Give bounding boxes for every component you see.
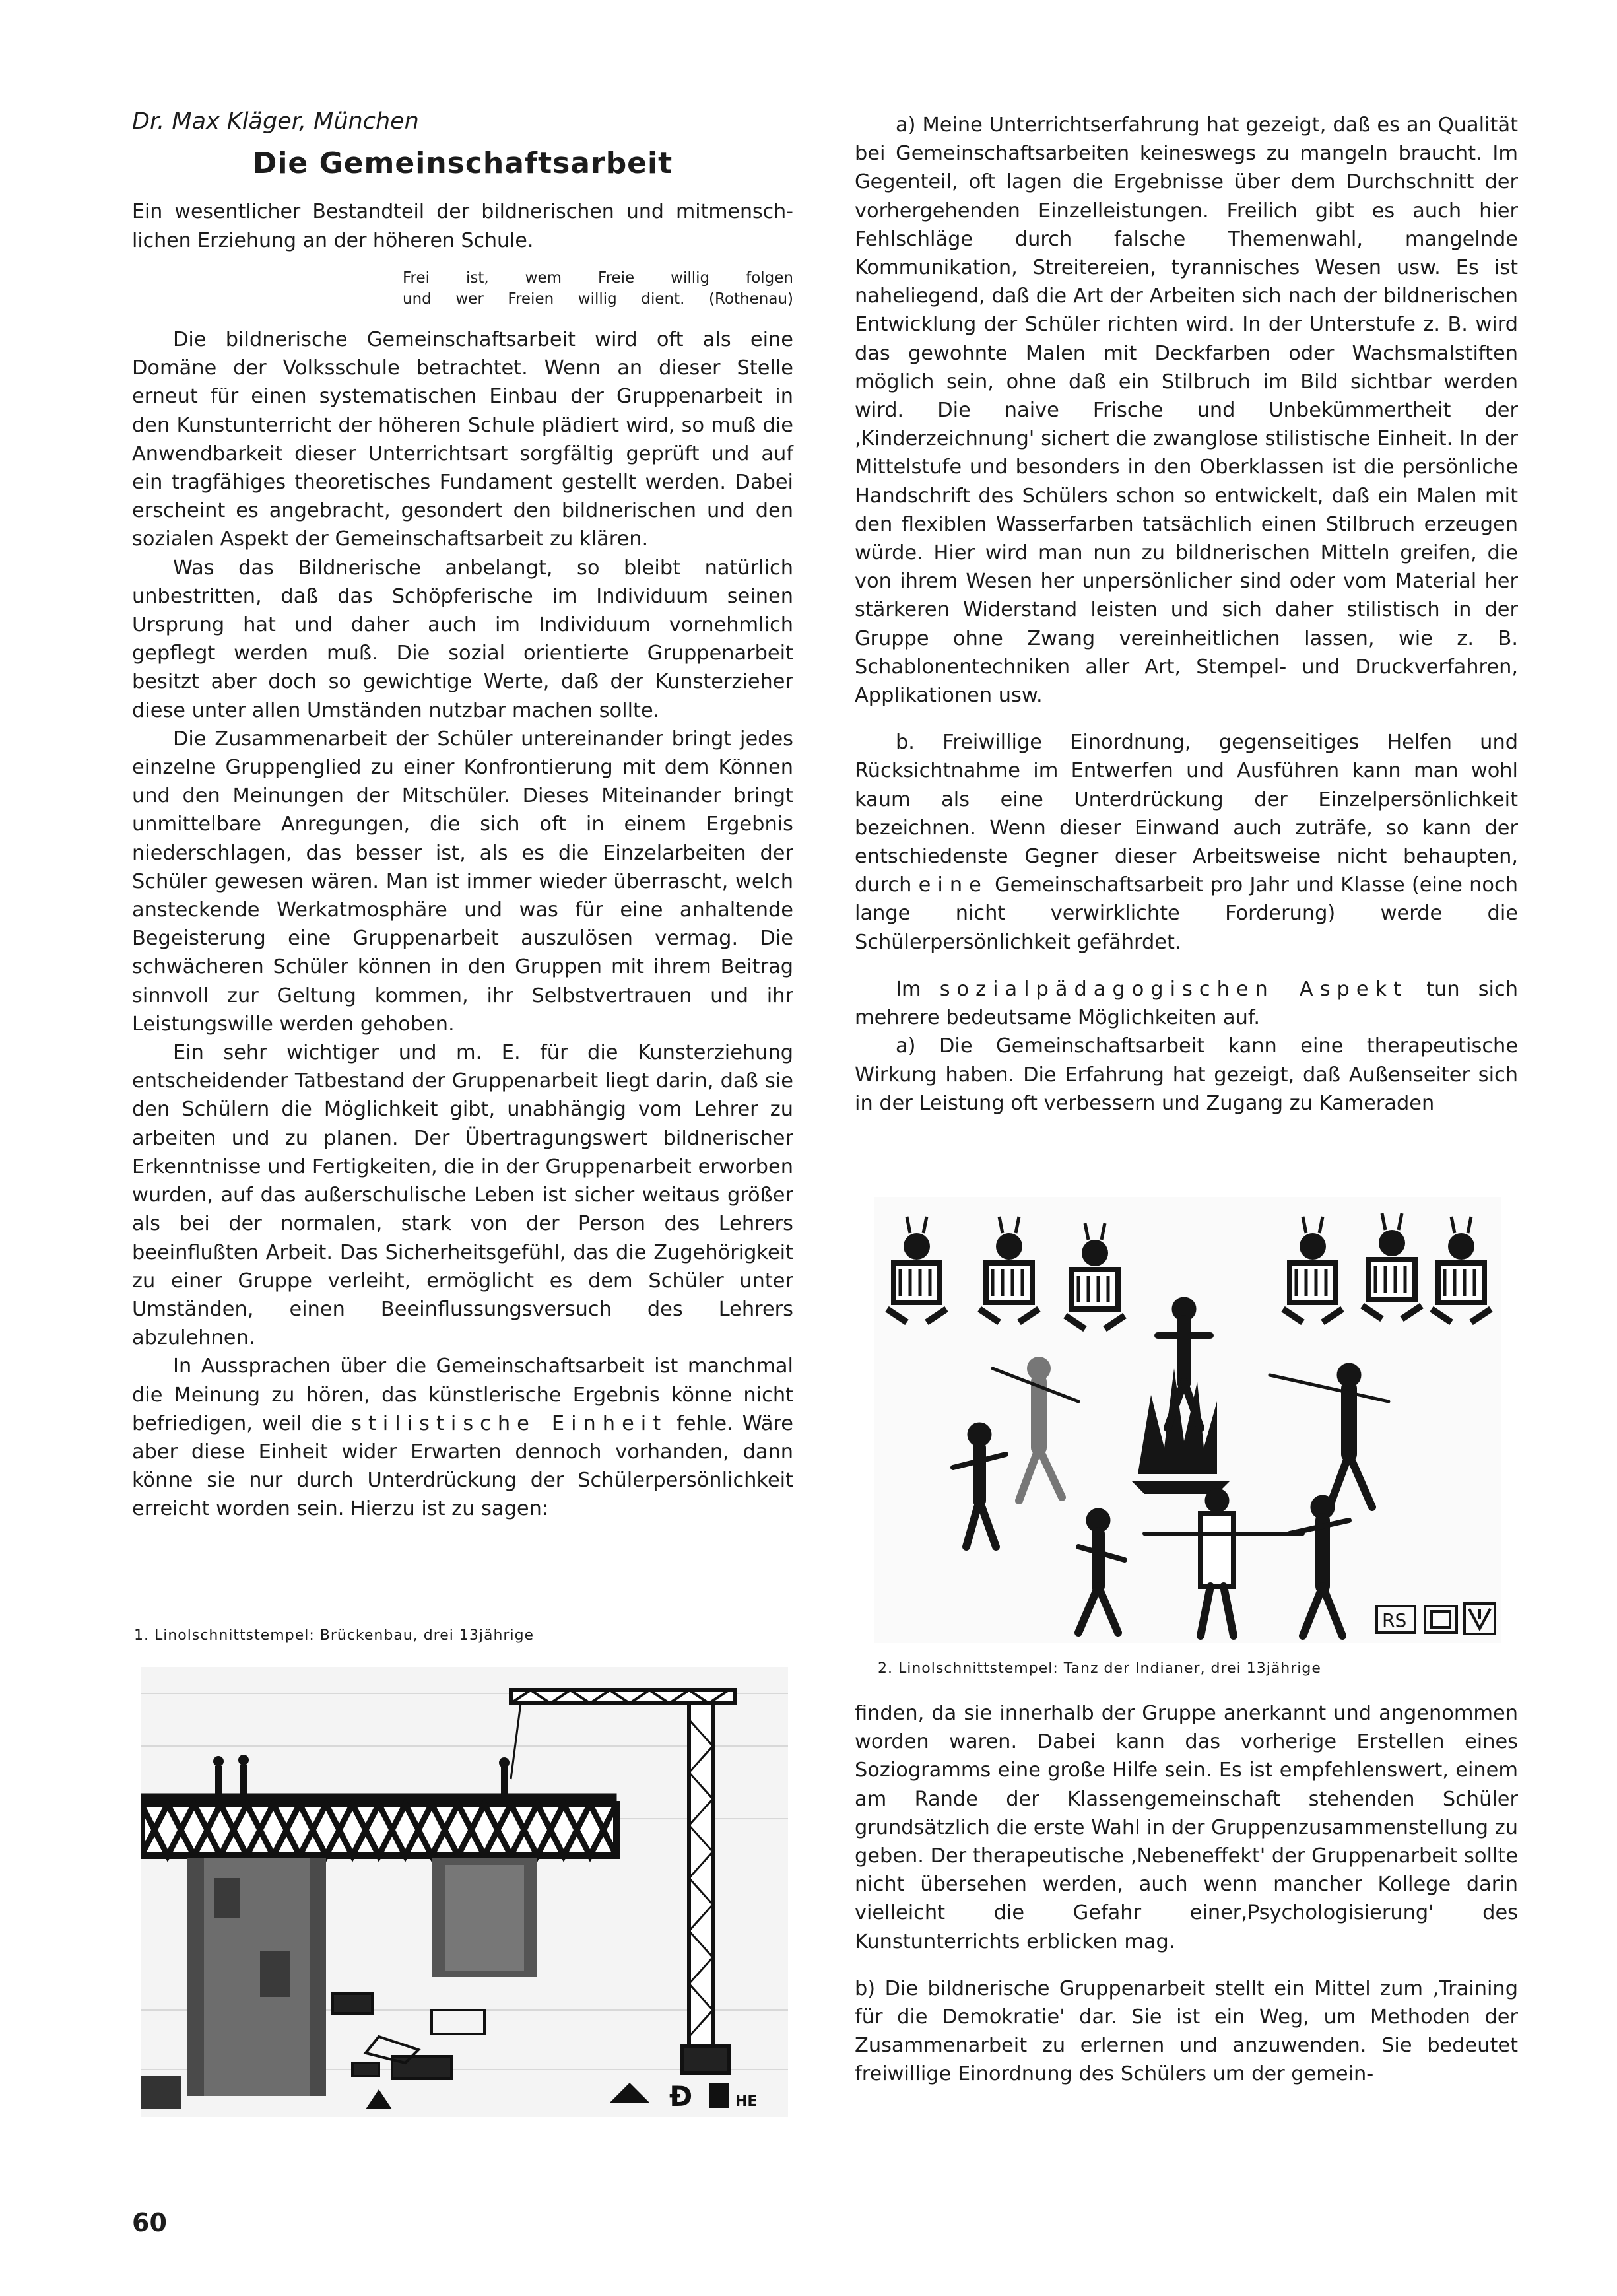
paragraph: Was das Bildnerische anbelangt, so bleibt natürlich unbestritten, daß das Schöpferische im Individuum seinen Ursprung hat und daher auch im Individuum vornehmlich gepflegt werden muß. Die sozial orientierte Gruppenarbeit besitzt aber doch so gewichtige Werte, daß der Kunsterzieher diese unter allen Umständen nutzbar machen sollte.: [132, 556, 793, 722]
figure-1-caption: 1. Linolschnittstempel: Brückenbau, drei 13jährige: [134, 1627, 535, 1644]
paragraph: a) Meine Unterrichtserfahrung hat gezeigt, daß es an Qualität bei Gemeinschaftsarbeiten keineswegs zu mangeln braucht. Im Gegenteil, oft lagen die Ergebnisse über dem Durchschnitt der vorhergehenden Einzelleistungen. Freilich gibt es auch hier Fehlschläge durch falsche Themenwahl, mangelnde Kommunikation, Streitereien, tyrannisches Wesen usw. Es ist naheliegend, daß die Art der Arbeiten sich nach der bildnerischen Entwicklung der Schüler richten wird. In der Unterstufe z. B. wird das gewohnte Malen mit Deckfarben oder Wachsmalstiften möglich sein, ohne daß ein Stilbruch im Bild sichtbar werden wird. Die naive Frische und Unbekümmertheit der ‚Kinderzeichnung' sichert die zwanglose stilistische Einheit. In der Mittelstufe und besonders in den Oberklassen ist die persönliche Handschrift des Schülers schon so entwickelt, daß ein Malen mit den flexiblen Wasserfarben tatsächlich einen Stilbruch erzeugen würde. Hier wird man nun zu bildnerischen Mitteln greifen, die von ihrem Wesen her unpersönlicher sind oder vom Material her stärkeren Widerstand leisten und sich daher stilistisch in der Gruppe ohne Zwang vereinheitlichen lassen, wie z. B. Schablonentechniken aller Art, Stempel- und Druckverfahren, Applikationen usw.: [855, 114, 1518, 708]
paragraph: [855, 728, 1518, 957]
paragraph: a) Die Gemeinschaftsarbeit kann eine therapeutische Wirkung haben. Die Erfahrung hat gezeigt, daß Außenseiter sich in der Leistung oft verbessern und Zugang zu Kameraden: [855, 1034, 1518, 1115]
right-column-continued: [855, 1699, 1518, 2089]
article-title: Die Gemeinschaftsarbeit: [252, 147, 673, 180]
bridge-truss: [141, 1794, 616, 1856]
bridge-illustration: [141, 1667, 788, 2117]
text-run: fehle. Wäre aber diese Einheit wider Erwarten dennoch vorhanden, dann könne sie nur durch Unterdrückung der Schülerpersönlichkeit erreicht worden sein. Hierzu ist zu sagen:: [132, 1411, 793, 1521]
text-run: Im: [896, 977, 921, 1001]
spaced-emphasis: sozialpädagogischen Aspekt: [939, 977, 1408, 1001]
spaced-emphasis: stilistische Einheit: [351, 1411, 668, 1435]
paragraph: b) Die bildnerische Gruppenarbeit stellt ein Mittel zum ‚Training für die Demokratie' dar. Sie ist ein Weg, um Methoden der Zusammenarbeit zu erlernen und anzuwenden. Sie bedeutet freiwillige Einordnung des Schülers um der gemein-: [855, 1976, 1518, 2086]
left-column: [132, 106, 793, 1524]
svg-text:Đ: Đ: [669, 2080, 693, 2112]
paragraph: [855, 975, 1518, 1032]
paragraph: Die bildnerische Gemeinschaftsarbeit wird oft als eine Domäne der Volksschule betrachtet. Wenn an dieser Stelle erneut für einen systematischen Einbau der Gruppenarbeit in den Kunstunterricht der höheren Schule plädiert wird, so muß die Anwendbarkeit dieser Unterrichtsart sorgfältig geprüft und auf ein tragfähiges theoretisches Fundament gestellt werden. Dabei erscheint es angebracht, gesondert den bildnerischen und den sozialen Aspekt der Gemeinschaftsarbeit zu klären.: [132, 328, 793, 551]
text-run: Gemeinschaftsarbeit pro Jahr und Klasse (eine noch lange nicht verwirklichte Forderung) werde die Schülerpersönlichkeit gefährdet.: [855, 873, 1518, 954]
author-line: Dr. Max Kläger, München: [132, 108, 419, 135]
text-run: In Aussprachen über die Gemeinschaftsarbeit ist manchmal die Meinung zu hören, das künstlerische Ergebnis könne nicht befriedigen, weil die: [132, 1355, 793, 1435]
figure-2-indian-dance-print: [874, 1197, 1501, 1643]
spaced-emphasis: eine: [918, 873, 988, 897]
figure-2-caption: 2. Linolschnittstempel: Tanz der Indianer, drei 13jährige: [878, 1660, 1321, 1677]
article-subtitle: Ein wesentlicher Bestandteil der bildnerischen und mitmensch-lichen Erziehung an der höheren Schule.: [132, 200, 793, 252]
indian-dance-illustration: [874, 1197, 1501, 1643]
figure-1-bridge-print: [141, 1667, 788, 2117]
right-body-text-bottom: [855, 1699, 1518, 2089]
paragraph: Die Zusammenarbeit der Schüler untereinander bringt jedes einzelne Gruppenglied zu einer Konfrontierung mit dem Können und den Meinungen der Mitschüler. Dieses Miteinander bringt unmittelbare Anregungen, die sich oft in einem Ergebnis niederschlagen, das besser ist, als es die Einzelarbeiten der Schüler gewesen wären. Man ist immer wieder überrascht, welch ansteckende Werkatmosphäre und was für eine anhaltende Begeisterung eine Gruppenarbeit auszulösen vermag. Die schwächeren Schüler können in den Gruppen mit ihrem Beitrag sinnvoll zur Geltung kommen, ihr Selbstvertrauen und ihr Leistungswille werden gehoben.: [132, 727, 793, 1036]
right-column: [855, 111, 1518, 1118]
stamp-mark-1: RS: [1382, 1609, 1407, 1631]
signature-mark-1: HE: [735, 2093, 758, 2110]
motto-line-2: und wer Freien willig dient. (Rothenau): [403, 290, 793, 308]
right-body-text-top: [855, 111, 1518, 1118]
paragraph: finden, da sie innerhalb der Gruppe anerkannt und angenommen worden waren. Dabei kann das vorherige Erstellen eines Soziogramms eine große Hilfe sein. Es ist empfehlenswert, einem am Rande der Klassengemeinschaft stehenden Schüler grundsätzlich die erste Wahl in der Gruppenzusammenstellung zu geben. Der therapeutische ‚Nebeneffekt' der Gruppenarbeit sollte nicht übersehen werden, auch wenn mancher Kollege darin vielleicht die Gefahr einer‚Psychologisierung' des Kunstunterrichts erblicken mag.: [855, 1702, 1518, 1953]
paragraph: Ein sehr wichtiger und m. E. für die Kunsterziehung entscheidender Tatbestand der Gruppenarbeit liegt darin, daß sie den Schülern die Möglichkeit gibt, unabhängig vom Lehrer zu arbeiten und zu planen. Der Übertragungswert bildnerischer Erkenntnisse und Fertigkeiten, die in der Gruppenarbeit erworben wurden, auf das außerschulische Leben ist sicher weitaus größer als bei der normalen, stark von der Person des Lehrers beeinflußten Arbeit. Das Sicherheitsgefühl, das die Zugehörigkeit zu einer Gruppe verleiht, ermöglicht es dem Schüler unter Umständen, einen Beeinflussungsversuch des Lehrers abzulehnen.: [132, 1041, 793, 1350]
paragraph: [132, 1352, 793, 1523]
motto-line-1: Frei ist, wem Freie willig folgen: [403, 269, 793, 287]
left-body-text: [132, 325, 793, 1524]
motto-quote: [403, 267, 793, 310]
text-run: b. Freiwillige Einordnung, gegenseitiges Helfen und Rücksichtnahme im Entwerfen und Ausführen kann man wohl kaum als eine Unterdrückung der Einzelpersönlichkeit bezeichnen. Wenn dieser Einwand auch zuträfe, so kann der entschiedenste Gegner dieser Arbeitsweise nicht behaupten, durch: [855, 731, 1518, 897]
page-number: 60: [132, 2208, 167, 2237]
text-run: tun sich mehrere bedeutsame Möglichkeiten auf.: [855, 977, 1518, 1030]
